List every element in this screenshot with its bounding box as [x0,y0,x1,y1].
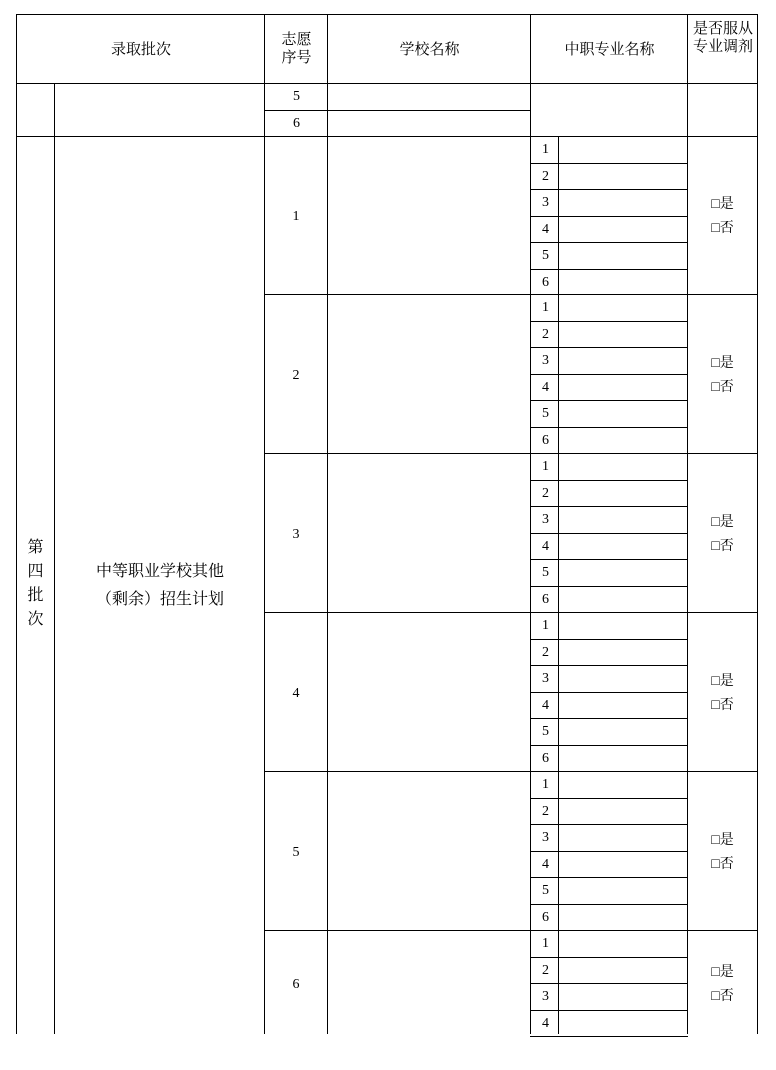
major-index: 2 [542,486,549,501]
major-row-rule [530,480,687,481]
major-row-rule [530,718,687,719]
major-col-right [687,14,688,1034]
order-col-right [327,14,328,1034]
major-index: 3 [542,989,549,1004]
major-index: 1 [542,142,549,157]
major-row-rule [530,639,687,640]
major-row-rule [530,957,687,958]
header-adjust: 是否服从专业调剂 [693,19,754,55]
major-index: 4 [542,380,549,395]
choice-block-rule [264,930,758,931]
major-index: 4 [542,698,549,713]
school-name-field[interactable] [328,613,530,771]
major-row-rule [530,692,687,693]
choice-block-rule [264,771,758,772]
major-name-field[interactable] [559,719,687,745]
major-index: 4 [542,1016,549,1031]
header-school: 学校名称 [399,40,460,58]
adjust-yes-checkbox[interactable]: □是 [711,356,734,371]
major-name-field[interactable] [559,613,687,639]
major-index: 3 [542,830,549,845]
major-name-field[interactable] [559,401,687,427]
major-row-rule [530,321,687,322]
major-row-rule [530,374,687,375]
major-row-rule [530,269,687,270]
major-index: 5 [542,883,549,898]
major-index: 1 [542,936,549,951]
major-index: 5 [542,248,549,263]
school-name-field[interactable] [328,137,530,294]
major-name-field[interactable] [559,507,687,533]
major-name-field[interactable] [559,560,687,586]
major-index: 4 [542,539,549,554]
major-index: 4 [542,857,549,872]
header-major: 中职专业名称 [564,40,655,58]
batch-name: 第四批次 [27,539,44,628]
major-index-col-rule [558,612,559,771]
major-index: 5 [542,565,549,580]
choice-block-rule [264,294,758,295]
choice-order-number: 5 [292,845,300,860]
left-border [16,14,17,1034]
major-name-field[interactable] [559,825,687,851]
major-row-rule [530,506,687,507]
school-name-field[interactable] [328,931,530,1034]
adjust-no-checkbox[interactable]: □否 [711,380,734,395]
major-index-col-rule [558,453,559,612]
major-name-field[interactable] [559,348,687,374]
major-name-field[interactable] [559,190,687,216]
major-index: 4 [542,222,549,237]
major-index: 2 [542,645,549,660]
choice-order-number: 6 [292,977,300,992]
major-name-field[interactable] [559,322,687,348]
major-name-field[interactable] [559,958,687,984]
major-index-col-rule [558,294,559,453]
school-name-field[interactable] [328,772,530,930]
plan-name-line1: 中等职业学校其他 [95,563,224,580]
major-index-col-rule [558,771,559,930]
major-name-field[interactable] [559,746,687,772]
major-name-field[interactable] [559,878,687,904]
adjust-yes-checkbox[interactable]: □是 [711,197,734,212]
major-name-field[interactable] [559,481,687,507]
major-name-field[interactable] [559,534,687,560]
major-row-rule [530,163,687,164]
major-name-field[interactable] [559,587,687,613]
major-name-field[interactable] [559,772,687,798]
school-col-right [530,14,531,1034]
major-index: 2 [542,963,549,978]
major-name-field[interactable] [559,295,687,321]
major-index: 2 [542,804,549,819]
major-row-rule [530,745,687,746]
school-name-field[interactable] [328,295,530,453]
major-index: 1 [542,459,549,474]
major-index-col-rule [558,930,559,1034]
school-name-field[interactable] [328,454,530,612]
major-index: 5 [542,406,549,421]
major-index: 1 [542,300,549,315]
major-row-rule [530,427,687,428]
header-top-rule [16,14,758,15]
major-index: 6 [542,275,549,290]
major-name-field[interactable] [559,984,687,1010]
choice-order-number: 4 [292,686,300,701]
major-row-rule [530,1036,688,1037]
major-index: 6 [542,433,549,448]
major-name-field[interactable] [559,905,687,931]
top-row-rule [264,110,530,111]
major-row-rule [530,559,687,560]
section-rule [16,136,758,137]
major-name-field[interactable] [559,137,687,163]
choice-order-number: 2 [292,368,300,383]
major-row-rule [530,798,687,799]
choice-order-number: 1 [292,209,300,224]
major-name-field[interactable] [559,454,687,480]
choice-block-rule [264,453,758,454]
batch-col-right [54,83,55,1034]
major-row-rule [530,877,687,878]
major-name-field[interactable] [559,375,687,401]
adjust-no-checkbox[interactable]: □否 [711,698,734,713]
adjust-yes-checkbox[interactable]: □是 [711,833,734,848]
major-index: 6 [542,910,549,925]
adjust-no-checkbox[interactable]: □否 [711,539,734,554]
major-name-field[interactable] [559,217,687,243]
major-name-field[interactable] [559,243,687,269]
adjust-yes-checkbox[interactable]: □是 [711,965,734,980]
major-index: 3 [542,353,549,368]
major-row-rule [530,904,687,905]
plan-name-line2: （剩余）招生计划 [95,591,224,608]
choice-block-rule [264,612,758,613]
major-row-rule [530,533,687,534]
adjust-yes-checkbox[interactable]: □是 [711,515,734,530]
major-index-col-rule [558,136,559,294]
major-name-field[interactable] [559,852,687,878]
adjust-yes-checkbox[interactable]: □是 [711,674,734,689]
major-index: 1 [542,777,549,792]
major-row-rule [530,347,687,348]
major-name-field[interactable] [559,270,687,296]
major-name-field[interactable] [559,693,687,719]
major-index: 2 [542,327,549,342]
major-name-field[interactable] [559,640,687,666]
major-row-rule [530,1010,687,1011]
major-name-field[interactable] [559,799,687,825]
header-batch: 录取批次 [110,40,171,58]
adjust-no-checkbox[interactable]: □否 [711,857,734,872]
top-order-5: 5 [293,89,300,104]
major-row-rule [530,216,687,217]
major-index: 2 [542,169,549,184]
major-row-rule [530,400,687,401]
major-name-field[interactable] [559,666,687,692]
major-name-field[interactable] [559,1011,687,1037]
major-row-rule [530,665,687,666]
major-row-rule [530,242,687,243]
major-row-rule [530,189,687,190]
major-index: 3 [542,195,549,210]
major-row-rule [530,824,687,825]
adjust-no-checkbox[interactable]: □否 [711,989,734,1004]
header-bottom-rule [16,83,758,84]
major-name-field[interactable] [559,164,687,190]
choice-order-number: 3 [292,527,300,542]
major-index: 6 [542,592,549,607]
major-name-field[interactable] [559,428,687,454]
major-index: 1 [542,618,549,633]
major-row-rule [530,983,687,984]
major-index: 3 [542,671,549,686]
top-order-6: 6 [293,116,300,131]
adjust-no-checkbox[interactable]: □否 [711,221,734,236]
major-index: 6 [542,751,549,766]
major-index: 3 [542,512,549,527]
major-name-field[interactable] [559,931,687,957]
order-col-left [264,14,265,1034]
header-order: 志愿序号 [281,30,312,66]
major-row-rule [530,851,687,852]
major-index: 5 [542,724,549,739]
right-border [757,14,758,1034]
major-row-rule [530,586,687,587]
